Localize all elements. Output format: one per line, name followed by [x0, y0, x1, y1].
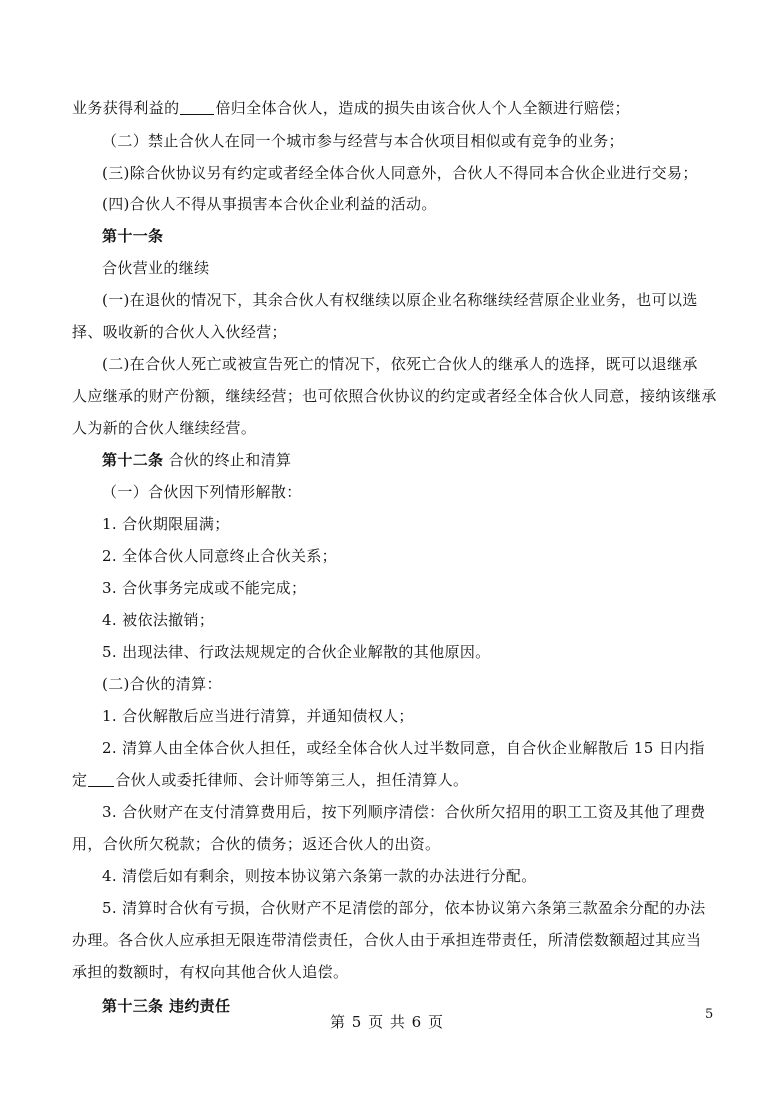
list-item: 2. 全体合伙人同意终止合伙关系；	[102, 547, 338, 565]
paragraph-line: 业务获得利益的 倍归全体合伙人，造成的损失由该合伙人个人全额进行赔偿；	[72, 99, 630, 117]
page-footer: 第 5 页 共 6 页	[330, 1013, 444, 1031]
paragraph-line: 合伙营业的继续	[102, 259, 210, 277]
paragraph-line: 办理。各合伙人应承担无限连带清偿责任，合伙人由于承担连带责任，所清偿数额超过其应当	[72, 931, 702, 949]
list-item: 3. 合伙财产在支付清算费用后，按下列顺序清偿：合伙所欠招用的职工工资及其他了理费	[102, 803, 706, 821]
fill-in-blank	[88, 772, 114, 787]
list-item: 2. 清算人由全体合伙人担任，或经全体合伙人过半数同意，自合伙企业解散后 15 日内指	[102, 739, 705, 757]
paragraph-line: （一）合伙因下列情形解散：	[102, 483, 302, 501]
list-item: 5. 出现法律、行政法规规定的合伙企业解散的其他原因。	[102, 643, 491, 661]
paragraph-line: (三)除合伙协议另有约定或者经全体合伙人同意外，合伙人不得同本合伙企业进行交易；	[102, 164, 698, 182]
article-heading: 第十一条	[102, 227, 164, 245]
list-item: 5. 清算时合伙有亏损，合伙财产不足清偿的部分，依本协议第六条第三款盈余分配的办法	[102, 899, 706, 917]
list-item: 4. 被依法撤销；	[102, 611, 215, 629]
paragraph-line: 择、吸收新的合伙人入伙经营；	[72, 323, 287, 341]
page-number: 5	[705, 1007, 714, 1022]
list-item: 3. 合伙事务完成或不能完成；	[102, 579, 307, 597]
paragraph-line: 人应继承的财产份额，继续经营；也可依照合伙协议的约定或者经全体合伙人同意，接纳该继承	[72, 387, 717, 405]
paragraph-line: （二）禁止合伙人在同一个城市参与经营与本合伙项目相似或有竞争的业务；	[102, 132, 624, 150]
list-item: 1. 合伙期限届满；	[102, 515, 230, 533]
paragraph-line: 用，合伙所欠税款；合伙的债务；返还合伙人的出资。	[72, 835, 441, 853]
list-item: 1. 合伙解散后应当进行清算，并通知债权人；	[102, 707, 414, 725]
list-item: 4. 清偿后如有剩余，则按本协议第六条第一款的办法进行分配。	[102, 867, 537, 885]
paragraph-line: (二)合伙的清算：	[102, 675, 222, 693]
paragraph-line: 定 合伙人或委托律师、会计师等第三人，担任清算人。	[72, 771, 469, 789]
fill-in-blank	[180, 100, 214, 115]
paragraph-line: 承担的数额时，有权向其他合伙人追偿。	[72, 963, 349, 981]
article-heading: 第十三条 违约责任	[102, 997, 231, 1015]
paragraph-line: (四)合伙人不得从事损害本合伙企业利益的活动。	[102, 195, 437, 213]
paragraph-line: (二)在合伙人死亡或被宣告死亡的情况下，依死亡合伙人的继承人的选择，既可以退继承	[102, 355, 698, 373]
article-heading: 第十二条 合伙的终止和清算	[102, 451, 292, 469]
paragraph-line: (一)在退伙的情况下，其余合伙人有权继续以原企业名称继续经营原企业业务，也可以选	[102, 291, 698, 309]
paragraph-line: 人为新的合伙人继续经营。	[72, 419, 257, 437]
